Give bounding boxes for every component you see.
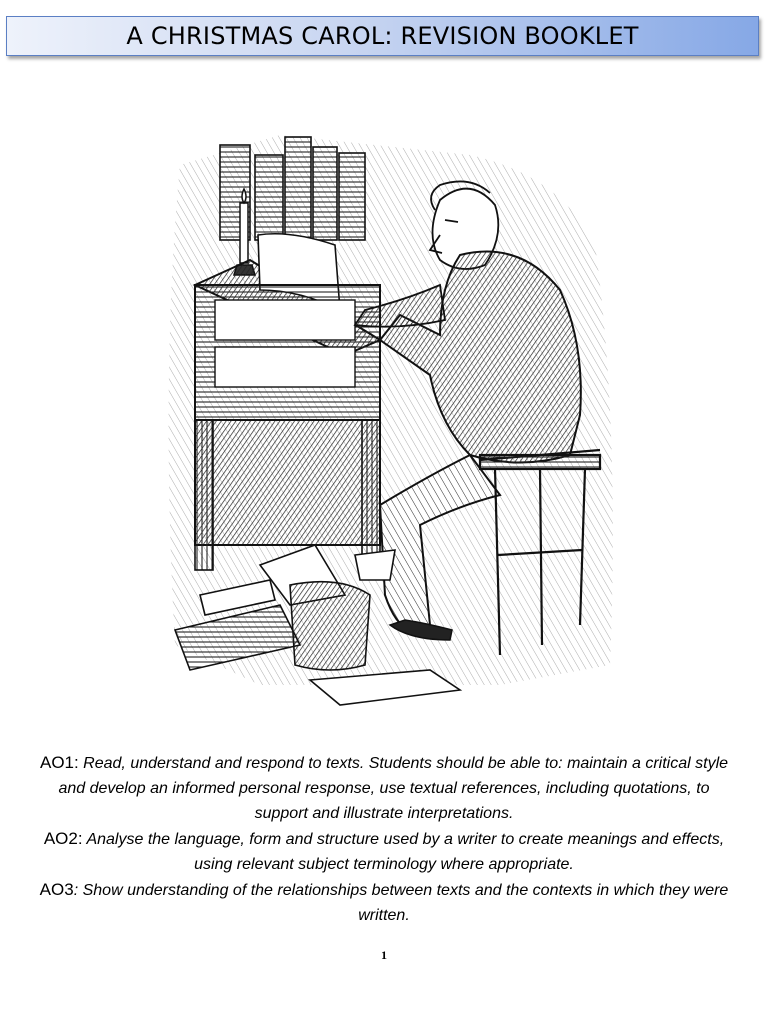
objective-label: AO3	[39, 880, 74, 899]
objective-ao3	[30, 877, 738, 928]
page-number: 1	[381, 948, 387, 962]
objective-label: AO1:	[39, 753, 79, 772]
objective-label: AO2:	[43, 829, 83, 848]
scrooge-at-desk-illustration	[140, 125, 630, 720]
objective-ao2	[30, 826, 738, 877]
page-title: A CHRISTMAS CAROL: REVISION BOOKLET	[126, 22, 639, 50]
objective-text: Analyse the language, form and structure used by a writer to create meanings and effects, using relevant subject terminology where appropriate.	[82, 831, 725, 873]
title-banner	[6, 16, 759, 56]
objective-text: Read, understand and respond to texts. Students should be able to: maintain a critical style and develop an informed personal response, use textual references, including quotations, to support and illustrate interpretations.	[58, 755, 729, 822]
assessment-objectives	[30, 750, 738, 928]
objective-ao1	[30, 750, 738, 826]
objective-text: : Show understanding of the relationships between texts and the contexts in which they were written.	[73, 882, 729, 924]
scrooge-illustration-drawing	[140, 125, 630, 720]
